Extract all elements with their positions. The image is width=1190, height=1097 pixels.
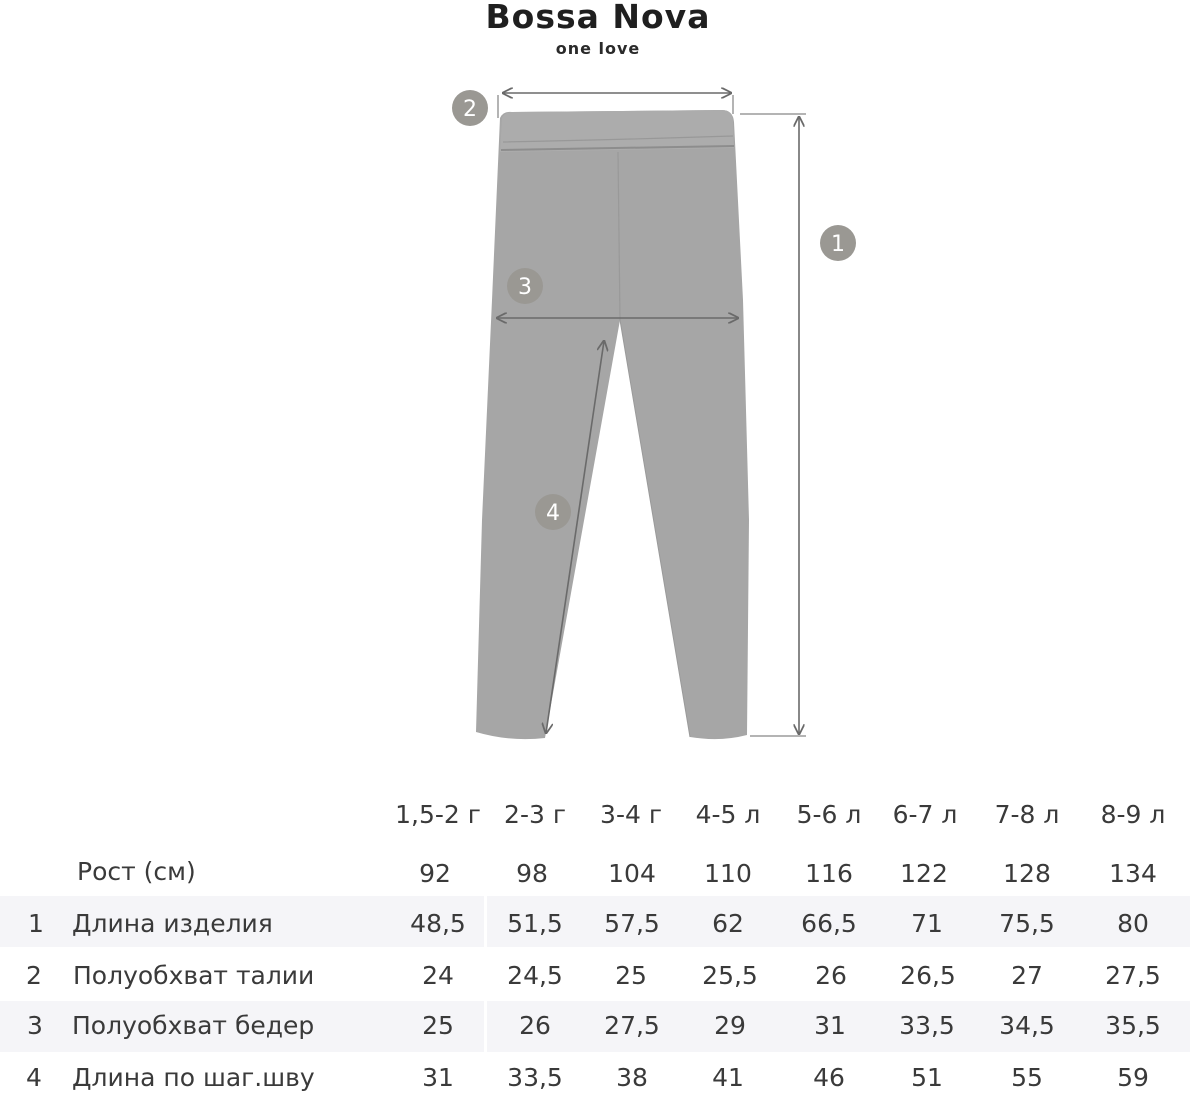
size-header: 6-7 л — [892, 800, 958, 829]
table-cell: 27 — [1011, 961, 1043, 990]
row-label: Длина по шаг.шву — [72, 1063, 315, 1092]
table-cell: 122 — [900, 859, 948, 888]
svg-text:4: 4 — [546, 501, 560, 526]
table-cell: 29 — [714, 1011, 746, 1040]
brand-title: Bossa Nova — [485, 0, 711, 36]
table-cell: 92 — [419, 859, 451, 888]
size-header: 1,5-2 г — [395, 800, 481, 829]
table-cell: 80 — [1117, 909, 1149, 938]
table-cell: 25,5 — [702, 961, 758, 990]
table-cell: 116 — [805, 859, 853, 888]
table-cell: 34,5 — [999, 1011, 1055, 1040]
table-cell: 24,5 — [507, 961, 563, 990]
table-cell: 62 — [712, 909, 744, 938]
size-header: 5-6 л — [796, 800, 862, 829]
table-cell: 33,5 — [899, 1011, 955, 1040]
table-cell: 48,5 — [410, 909, 466, 938]
svg-text:3: 3 — [518, 275, 532, 300]
table-cell: 134 — [1109, 859, 1157, 888]
table-cell: 33,5 — [507, 1063, 563, 1092]
size-header: 7-8 л — [994, 800, 1060, 829]
svg-text:1: 1 — [831, 232, 845, 257]
table-cell: 51 — [911, 1063, 943, 1092]
table-cell: 66,5 — [801, 909, 857, 938]
table-cell: 98 — [516, 859, 548, 888]
row-number: 3 — [27, 1011, 43, 1040]
table-cell: 110 — [704, 859, 752, 888]
table-cell: 128 — [1003, 859, 1051, 888]
size-header: 8-9 л — [1100, 800, 1166, 829]
table-cell: 25 — [422, 1011, 454, 1040]
table-cell: 104 — [608, 859, 656, 888]
table-cell: 38 — [616, 1063, 648, 1092]
row-label: Полуобхват бедер — [72, 1011, 315, 1040]
table-cell: 41 — [712, 1063, 744, 1092]
row-label: Рост (см) — [77, 857, 196, 886]
row-label: Полуобхват талии — [73, 961, 315, 990]
table-cell: 51,5 — [507, 909, 563, 938]
table-cell: 26,5 — [900, 961, 956, 990]
table-cell: 25 — [615, 961, 647, 990]
size-header: 3-4 г — [600, 800, 662, 829]
table-cell: 24 — [422, 961, 454, 990]
table-cell: 27,5 — [604, 1011, 660, 1040]
table-cell: 59 — [1117, 1063, 1149, 1092]
row-number: 4 — [26, 1063, 42, 1092]
table-cell: 57,5 — [604, 909, 660, 938]
table-cell: 31 — [814, 1011, 846, 1040]
table-cell: 26 — [519, 1011, 551, 1040]
brand-subtitle: one love — [555, 39, 641, 58]
table-cell: 27,5 — [1105, 961, 1161, 990]
row-label: Длина изделия — [72, 909, 273, 938]
row-number: 2 — [26, 961, 42, 990]
table-cell: 35,5 — [1105, 1011, 1161, 1040]
svg-text:2: 2 — [463, 97, 477, 122]
table-cell: 26 — [815, 961, 847, 990]
row-number: 1 — [28, 909, 44, 938]
table-cell: 31 — [422, 1063, 454, 1092]
table-cell: 46 — [813, 1063, 845, 1092]
size-header: 4-5 л — [695, 800, 761, 829]
table-cell: 55 — [1011, 1063, 1043, 1092]
size-header: 2-3 г — [504, 800, 566, 829]
table-cell: 71 — [911, 909, 943, 938]
table-cell: 75,5 — [999, 909, 1055, 938]
